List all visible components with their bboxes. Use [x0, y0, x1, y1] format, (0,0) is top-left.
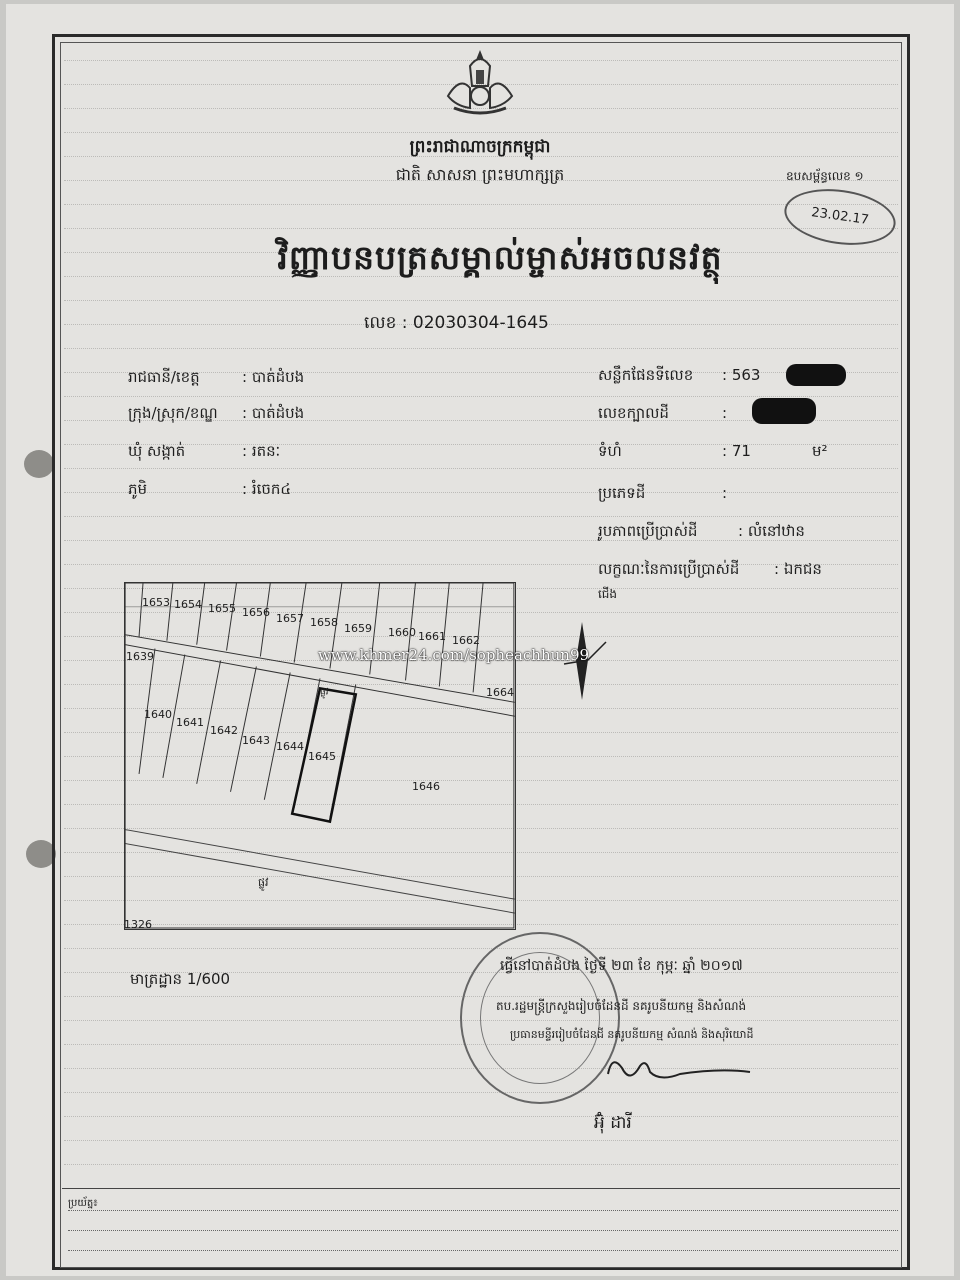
watermark-text: www.khmer24.com/sopheachhun99	[318, 646, 590, 664]
background-pattern-line	[64, 948, 898, 959]
area-value: : 71	[722, 442, 751, 460]
background-pattern-line	[64, 564, 898, 575]
kingdom-title: ព្រះរាជាណាចក្រកម្ពុជា	[409, 137, 551, 157]
minister-line: តប.រដ្ឋមន្ត្រីក្រសួងរៀបចំដែនដី នគរូបនីយកម្ម និងសំណង់	[496, 999, 747, 1013]
parcel-label: 1645	[308, 750, 336, 763]
background-pattern-line	[64, 444, 898, 455]
area-label: ទំហំ	[598, 442, 622, 460]
background-pattern-line	[64, 204, 898, 215]
usage-type-label: លក្ខណៈនៃការប្រើប្រាស់ដី	[598, 560, 740, 578]
commune-label: ឃុំ សង្កាត់	[128, 442, 186, 460]
parcel-label: 1640	[144, 708, 172, 721]
parcel-label: ផ្លូវ	[258, 876, 269, 889]
form-code: ឧបសម្ព័ន្ធលេខ ១	[786, 169, 864, 183]
village-label: ភូមិ	[128, 480, 148, 498]
footer-note-label: ប្រយ័ត្ន៖	[68, 1198, 98, 1209]
background-pattern-line	[64, 1092, 898, 1103]
certificate-title: វិញ្ញាបនបត្រសម្គាល់ម្ចាស់អចលនវត្ថុ	[277, 238, 723, 277]
province-label: រាជធានី/ខេត្ត	[128, 368, 200, 386]
parcel-number-label: លេខក្បាលដី	[598, 404, 669, 422]
usage-type-value: : ឯកជន	[774, 560, 822, 578]
royal-emblem-icon	[440, 46, 520, 118]
parcel-label: 1654	[174, 598, 202, 611]
parcel-label: 1643	[242, 734, 270, 747]
issue-date-line: ធ្វើនៅបាត់ដំបង ថ្ងៃទី ២៣ ខែ កុម្ភៈ ឆ្នាំ ២០១៧	[500, 958, 743, 974]
background-pattern-line	[64, 348, 898, 359]
parcel-label: 1642	[210, 724, 238, 737]
district-label: ក្រុង/ស្រុក/ខណ្ឌ	[128, 404, 218, 422]
parcel-label: 1659	[344, 622, 372, 635]
footer-note-line	[68, 1250, 898, 1263]
area-unit: ម²	[812, 442, 828, 460]
parcel-label: 1656	[242, 606, 270, 619]
redaction-mark	[752, 398, 816, 424]
map-sheet-value: : 563	[722, 366, 761, 384]
background-pattern-line	[64, 1140, 898, 1151]
map-scale: មាត្រដ្ឋាន 1/600	[130, 970, 231, 988]
punch-hole	[24, 450, 54, 478]
province-value: : បាត់ដំបង	[242, 368, 305, 386]
background-pattern-line	[64, 468, 898, 479]
parcel-label: 1641	[176, 716, 204, 729]
signatory-name: អ៊ុំ ដារី	[594, 1113, 632, 1133]
parcel-label: 1653	[142, 596, 170, 609]
district-value: : បាត់ដំបង	[242, 404, 305, 422]
national-motto: ជាតិ សាសនា ព្រះមហាក្សត្រ	[395, 165, 565, 184]
department-line: ប្រធានមន្ទីររៀបចំដែនដី នគរូបនីយកម្ម សំណង់ និងសុរិយោដី	[510, 1028, 754, 1041]
background-pattern-line	[64, 300, 898, 311]
background-pattern-line	[64, 1116, 898, 1127]
parcel-label: 1660	[388, 626, 416, 639]
parcel-label: 1655	[208, 602, 236, 615]
parcel-number-value: :	[722, 404, 728, 422]
certificate-number-value: 02030304-1645	[412, 313, 549, 333]
parcel-label: 1644	[276, 740, 304, 753]
village-value: : រំចេក៤	[242, 480, 292, 498]
land-type-label: ប្រភេទដី	[598, 484, 646, 502]
land-type-value: :	[722, 484, 728, 502]
signature-mark	[600, 1044, 760, 1094]
land-use-label: រូបភាពប្រើប្រាស់ដី	[598, 522, 698, 540]
map-sheet-label: សន្លឹកផែនទីលេខ	[598, 366, 694, 384]
parcel-label: 1326	[124, 918, 152, 931]
parcel-label: 1657	[276, 612, 304, 625]
north-label: ជើង	[598, 587, 618, 601]
background-pattern-line	[64, 1164, 898, 1175]
commune-value: : រតនៈ	[242, 442, 281, 460]
certificate-number-label: លេខ :	[364, 313, 408, 333]
redaction-mark	[786, 364, 846, 386]
date-stamp: 23.02.17	[781, 182, 899, 251]
svg-text:ផ្លូវ: ផ្លូវ	[320, 687, 329, 698]
footer-note-line	[68, 1230, 898, 1243]
certificate-number	[364, 312, 549, 337]
background-pattern-line	[64, 492, 898, 503]
parcel-label: 1664	[486, 686, 514, 699]
footer-note-line	[68, 1210, 898, 1223]
footer-divider	[62, 1188, 900, 1189]
parcel-label: 1639	[126, 650, 154, 663]
parcel-label: 1658	[310, 616, 338, 629]
land-use-value: : លំនៅឋាន	[738, 522, 805, 540]
parcel-label: 1662	[452, 634, 480, 647]
parcel-label: 1661	[418, 630, 446, 643]
parcel-label: 1646	[412, 780, 440, 793]
